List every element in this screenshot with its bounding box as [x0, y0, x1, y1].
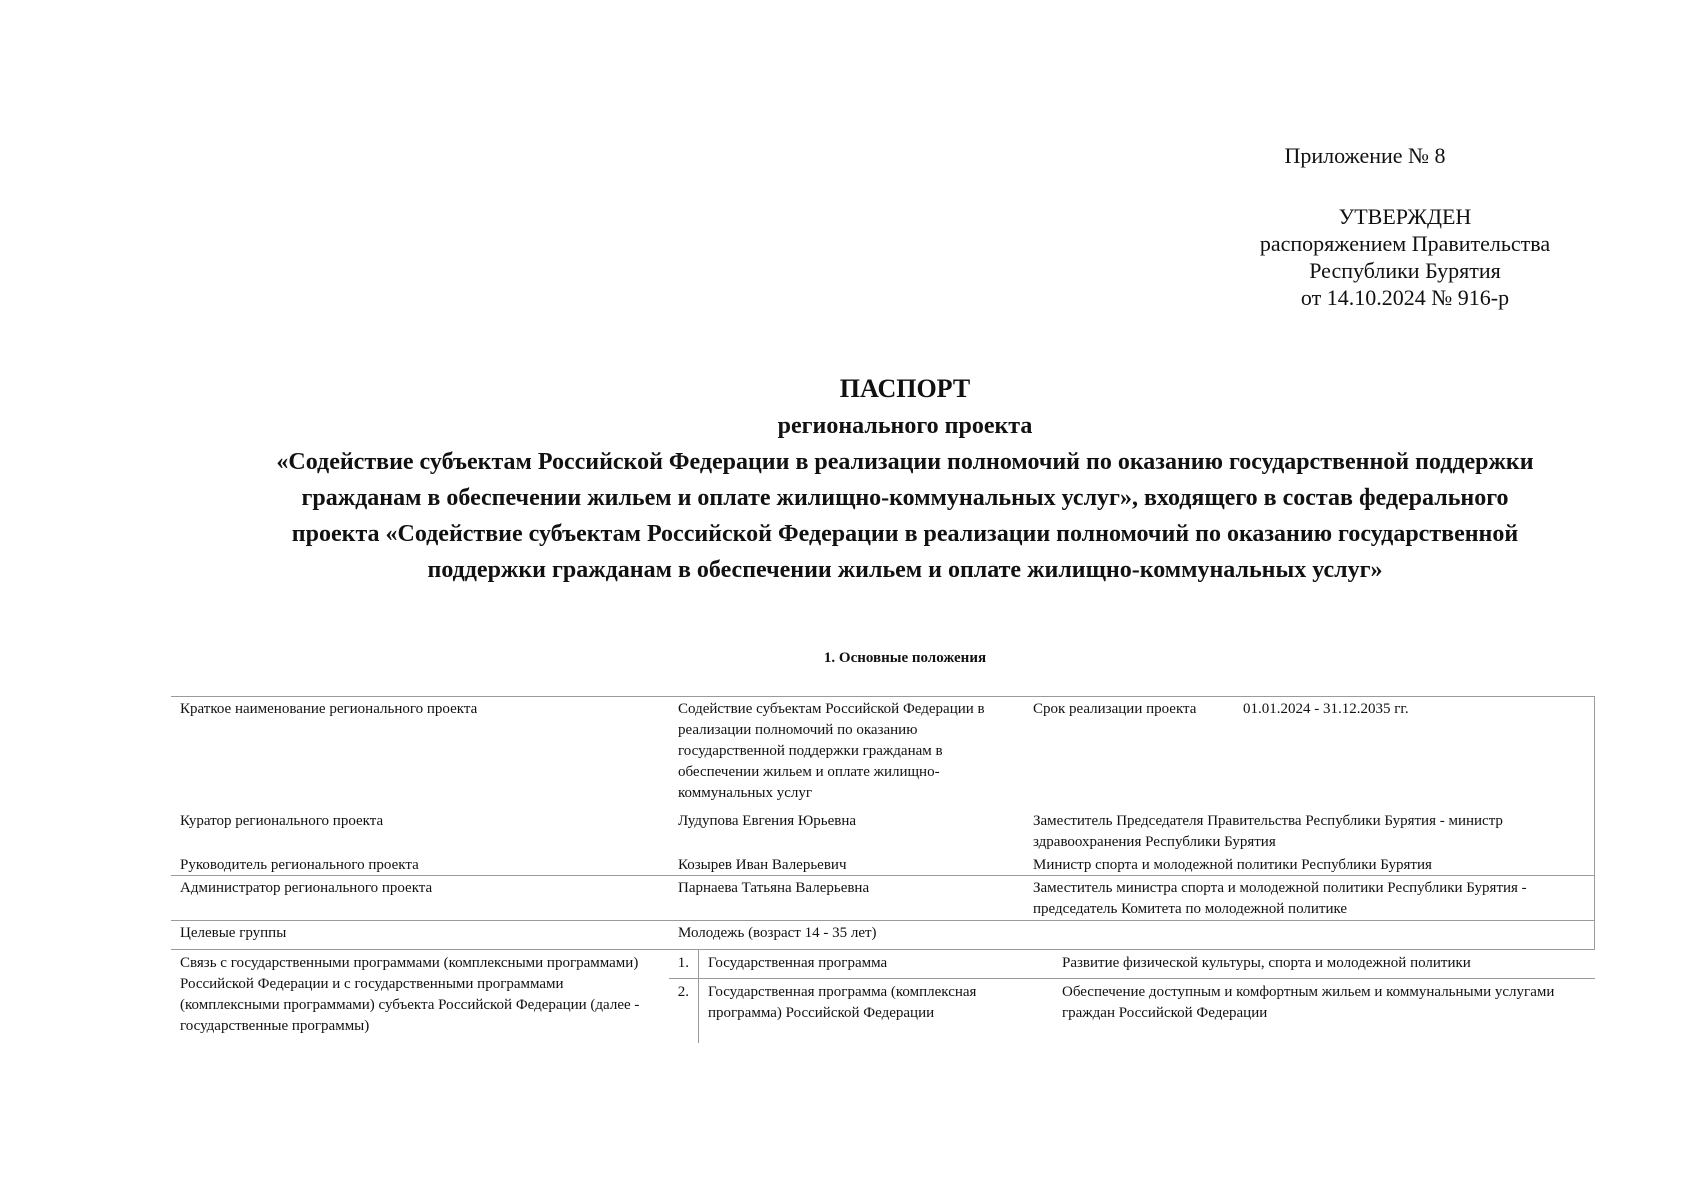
short-name-value: Содействие субъектам Российской Федерации в реализации полномочий по оказанию государственной поддержки гражданам в обеспечении жильем и оплате жилищно-коммунальных услуг: [678, 701, 985, 801]
title-main: ПАСПОРТ: [839, 374, 971, 403]
row-label: Краткое наименование регионального проекта: [180, 701, 478, 717]
table-row-curator: [171, 809, 1595, 853]
program-number: 1.: [677, 955, 689, 971]
program-name: Обеспечение доступным и комфортным жильем и коммунальными услугами граждан Российской Федерации: [1062, 984, 1555, 1021]
title-subtitle: регионального проекта: [777, 413, 1033, 439]
program-type: Государственная программа: [708, 955, 888, 971]
main-provisions-table: [171, 696, 1595, 1043]
row-label: Целевые группы: [180, 925, 287, 941]
table-row-head: [171, 853, 1595, 875]
head-position: Министр спорта и молодежной политики Республики Бурятия: [1033, 857, 1432, 873]
approval-line: УТВЕРЖДЕН: [1338, 204, 1472, 229]
appendix-number: Приложение № 8: [1284, 143, 1446, 168]
row-label: Связь с государственными программами (комплексными программами) Российской Федерации и с государственными программами (комплексными программами) субъекта Российской Федерации (далее - государственные программы): [180, 955, 640, 1034]
approval-line: Республики Бурятия: [1309, 258, 1501, 283]
row-label: Руководитель регионального проекта: [180, 857, 419, 873]
project-term: [1033, 699, 1593, 720]
approval-line: распоряжением Правительства: [1259, 231, 1551, 256]
administrator-name: Парнаева Татьяна Валерьевна: [678, 880, 870, 896]
program-name: Развитие физической культуры, спорта и молодежной политики: [1062, 955, 1471, 971]
table-row-programs: [171, 949, 1595, 1043]
program-row: [669, 950, 1595, 978]
program-row: [669, 978, 1595, 1044]
target-groups-value: Молодежь (возраст 14 - 35 лет): [678, 925, 877, 941]
program-type: Государственная программа (комплексная программа) Российской Федерации: [708, 984, 977, 1021]
table-border: [1594, 697, 1595, 809]
table-row-target-groups: [171, 920, 1595, 949]
approval-line: от 14.10.2024 № 916-р: [1300, 285, 1510, 310]
section-heading: 1. Основные положения: [823, 650, 987, 666]
table-border: [1594, 876, 1595, 920]
curator-position: Заместитель Председателя Правительства Республики Бурятия - министр здравоохранения Республики Бурятия: [1033, 813, 1503, 850]
row-label: Администратор регионального проекта: [180, 880, 433, 896]
program-number: 2.: [677, 984, 689, 1000]
row-label: Куратор регионального проекта: [180, 813, 384, 829]
administrator-position: Заместитель министра спорта и молодежной политики Республики Бурятия - председатель Комитета по молодежной политике: [1033, 880, 1527, 917]
document-title: [200, 372, 1610, 588]
project-full-name: «Содействие субъектам Российской Федерации в реализации полномочий по оказанию государственной поддержки гражданам в обеспечении жильем и оплате жилищно-коммунальных услуг», входящего в состав федерального проекта «Содействие субъектам Российской Федерации в реализации полномочий по оказанию государственной поддержки гражданам в обеспечении жильем и оплате жилищно-коммунальных услуг»: [276, 449, 1534, 583]
head-name: Козырев Иван Валерьевич: [678, 857, 847, 873]
term-value: 01.01.2024 - 31.12.2035 гг.: [1243, 701, 1409, 717]
table-row-administrator: [171, 875, 1595, 920]
curator-name: Лудупова Евгения Юрьевна: [678, 813, 857, 829]
table-border: [1594, 809, 1595, 853]
table-border: [1594, 921, 1595, 949]
programs-subtable: [669, 950, 1595, 1043]
approval-stamp: [1240, 203, 1570, 311]
table-border: [1594, 853, 1595, 875]
table-row-short-name: [171, 696, 1595, 809]
term-label: Срок реализации проекта: [1033, 701, 1197, 717]
